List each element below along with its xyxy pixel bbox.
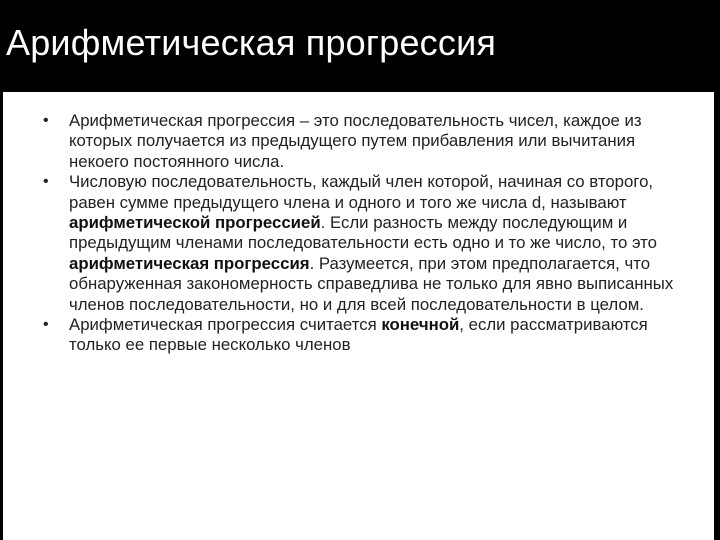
bullet-text: , если рассматриваются только ее первые несколько членов	[69, 315, 648, 355]
bullet-item-2	[3, 172, 703, 315]
bullet-marker: •	[43, 316, 49, 334]
bullet-text: Числовую последовательность, каждый член которой, начиная со второго, равен сумме предыдущего члена и одного и того же числа d, называют	[69, 172, 654, 212]
bullet-item-3	[3, 315, 703, 356]
bullet-text: Арифметическая прогрессия считается	[69, 315, 382, 335]
bullet-text: . Если разность между последующим и предыдущим членами последовательности есть одно и то же число, то это	[69, 213, 657, 253]
bold-term: арифметической прогрессией	[69, 213, 321, 233]
title-bar	[0, 0, 720, 90]
bullet-item-1	[3, 111, 703, 172]
bullet-marker: •	[43, 173, 49, 191]
slide-title: Арифметическая прогрессия	[6, 22, 497, 63]
bullet-marker: •	[43, 112, 49, 129]
bullet-text: . Разумеется, при этом предполагается, что обнаруженная закономерность справедлива не только для явно выписанных членов последовательности, но и для всей последовательности в целом.	[69, 253, 674, 314]
content-area	[3, 92, 714, 540]
bold-term: арифметическая прогрессия	[69, 253, 310, 273]
bullet-text: Арифметическая прогрессия – это последовательность чисел, каждое из которых получается из предыдущего путем прибавления или вычитания некоего постоянного числа.	[69, 111, 642, 171]
bold-term: конечной	[381, 315, 460, 335]
bullet-list	[3, 111, 703, 356]
